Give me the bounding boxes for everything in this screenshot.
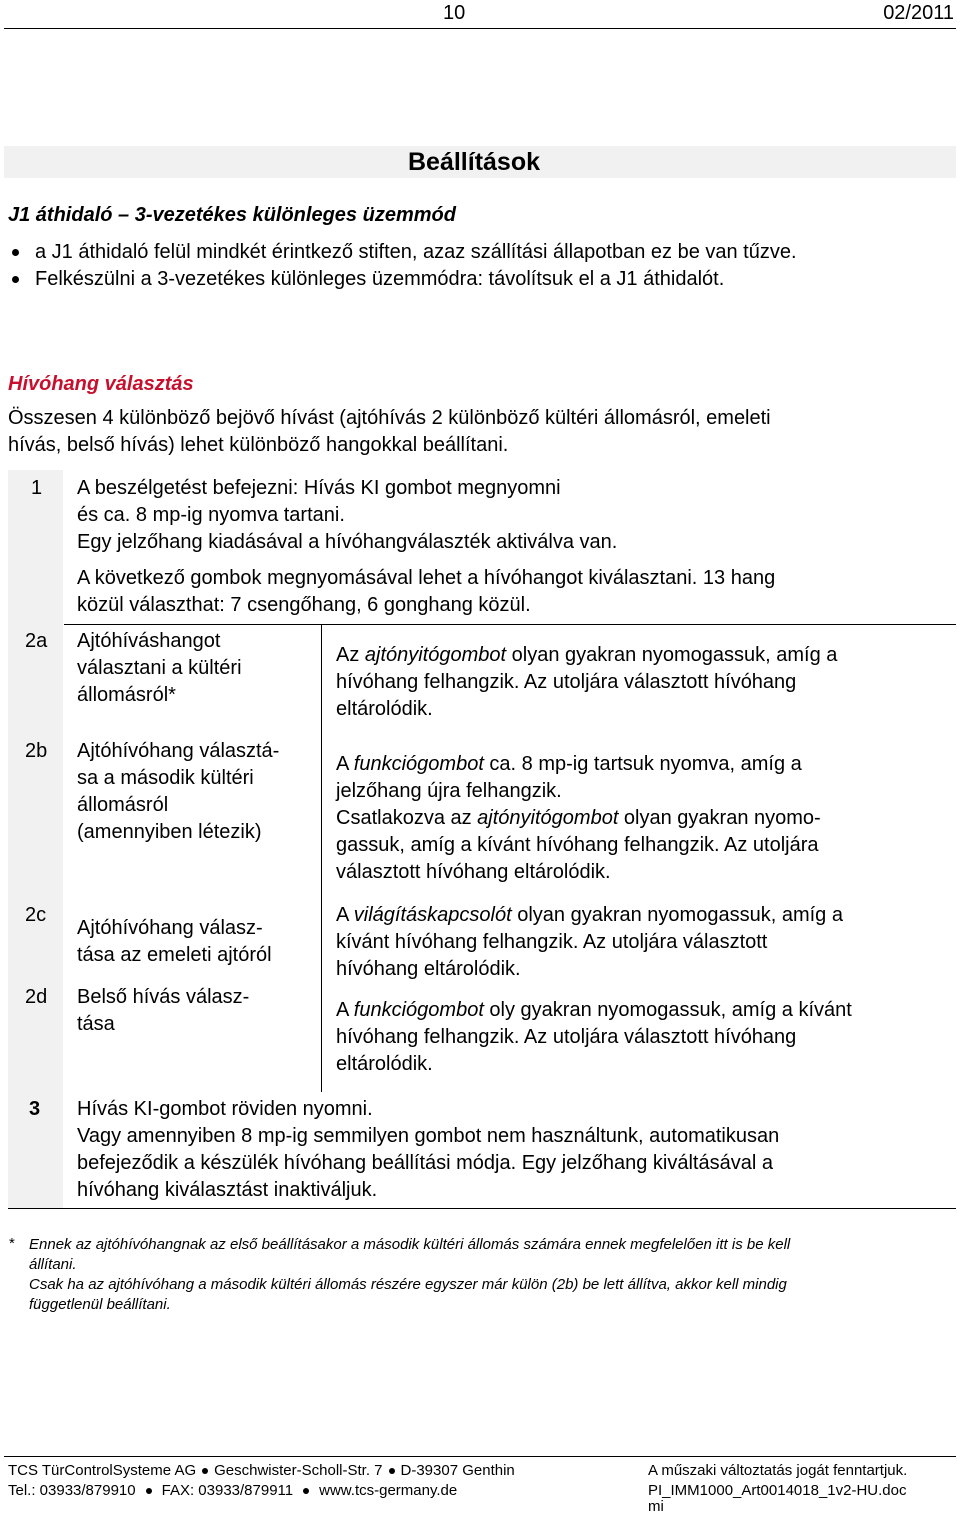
step-2d-right-1 [336,997,852,1024]
step-1-number: 1 [31,477,43,499]
step-2a-left-3: állomásról* [77,684,176,706]
dot-separator-icon [202,1468,208,1474]
dot-separator-icon [303,1488,309,1494]
step-2c-right-3: hívóhang eltárolódik. [336,958,521,980]
step-2a-left-2: választani a kültéri [77,657,242,679]
step-2b-number: 2b [25,740,48,762]
footer-address [8,1460,515,1481]
step-2a-left-1: Ajtóhíváshangot [77,630,221,652]
footer-web-link[interactable]: www.tcs-germany.de [319,1482,458,1499]
footer-doc-author: mi [648,1498,664,1515]
text: oly gyakran nyomogassuk, amíg a kívánt [483,999,852,1021]
step-1-line-2: és ca. 8 mp-ig nyomva tartani. [77,504,345,526]
footer-rights: A műszaki változtatás jogát fenntartjuk. [648,1462,908,1479]
step-2a-right-1 [336,642,837,669]
footer-city: D-39307 Genthin [400,1462,515,1479]
footer-tel: Tel.: 03933/879910 [8,1482,136,1499]
step-2a-right-2: hívóhang felhangzik. Az utoljára választott hívóhang [336,671,797,693]
step-2c-left-2: tása az emeleti ajtóról [77,944,272,966]
step-2b-right-1 [336,751,802,778]
step-2b-right-3 [336,805,821,832]
step-1-line-5: közül választhat: 7 csengőhang, 6 gonghang közül. [77,594,531,616]
step-2d-right-2: hívóhang felhangzik. Az utoljára választott hívóhang [336,1026,797,1048]
section-title: Beállítások [408,148,541,176]
footnote-line-2: állítani. [29,1256,77,1273]
text: ca. 8 mp-ig tartsuk nyomva, amíg a [483,753,802,775]
step-2c-right-1 [336,902,843,929]
header-rule [4,28,956,29]
step-1-line-4: A következő gombok megnyomásával lehet a hívóhangot kiválasztani. 13 hang [77,567,776,589]
footnote-line-4: függetlenül beállítani. [29,1296,171,1313]
function-button-term: funkciógombot [353,999,484,1021]
footer-contact [8,1480,457,1501]
step-2b-left-2: sa a második kültéri [77,767,254,789]
step-3-line-1: Hívás KI-gombot röviden nyomni. [77,1098,373,1120]
step-3-number: 3 [29,1098,41,1120]
step-2b-left-4: (amennyiben létezik) [77,821,262,843]
j1-bullet-2: Felkészülni a 3-vezetékes különleges üzemmódra: távolítsuk el a J1 áthidalót. [35,268,725,290]
light-switch-term: világításkapcsolót [353,904,512,926]
step-2b-right-2: jelzőhang újra felhangzik. [336,780,562,802]
step-2d-left-1: Belső hívás válasz- [77,986,250,1008]
hivo-intro-2: hívás, belső hívás) lehet különböző hangokkal beállítani. [8,434,509,456]
footer-company: TCS TürControlSysteme AG [8,1462,197,1479]
step-2b-left-3: állomásról [77,794,169,816]
step-1-line-1: A beszélgetést befejezni: Hívás KI gombot megnyomni [77,477,561,499]
step-2c-right-2: kívánt hívóhang felhangzik. Az utoljára választott [336,931,768,953]
bullet-icon [12,276,19,283]
hivo-intro-1: Összesen 4 különböző bejövő hívást (ajtóhívás 2 különböző kültéri állomásról, emeleti [8,407,771,429]
table-divider [321,624,322,1092]
steps-bottom-rule [8,1208,956,1209]
step-1-line-3: Egy jelzőhang kiadásával a hívóhangválaszték aktiválva van. [77,531,618,553]
step-2d-right-3: eltárolódik. [336,1053,433,1075]
step-3-line-3: befejeződik a készülék hívóhang beállítási módja. Egy jelzőhang kiváltásával a [77,1152,773,1174]
step-3-line-4: hívóhang kiválasztást inaktiváljuk. [77,1179,378,1201]
footer-rule [4,1456,956,1457]
function-button-term: funkciógombot [353,753,484,775]
text: olyan gyakran nyomogassuk, amíg a [506,644,838,666]
text: A [336,904,354,926]
footer-street: Geschwister-Scholl-Str. 7 [214,1462,383,1479]
j1-bullet-1: a J1 áthidaló felül mindkét érintkező stiften, azaz szállítási állapotban ez be van tűzve. [35,241,797,263]
text: A [336,753,354,775]
step-2c-left-1: Ajtóhívóhang válasz- [77,917,263,939]
dot-separator-icon [146,1488,152,1494]
text: A [336,999,354,1021]
table-top-rule [64,624,956,625]
footnote-line-1: Ennek az ajtóhívóhangnak az első beállításakor a második kültéri állomás számára ennek megfelelően itt is be kell [29,1236,791,1253]
step-2c-number: 2c [25,904,47,926]
page-number: 10 [443,2,466,24]
step-2d-left-2: tása [77,1013,115,1035]
footnote-star: * [9,1235,15,1252]
step-2b-right-4: gassuk, amíg a kívánt hívóhang felhangzik. Az utoljára [336,834,819,856]
dot-separator-icon [389,1468,395,1474]
text: Csatlakozva az [336,807,478,829]
footnote-line-3: Csak ha az ajtóhívóhang a második kültéri állomás részére egyszer már külön (2b) be lett állítva, akkor kell mindig [29,1276,787,1293]
page-date: 02/2011 [883,2,954,24]
door-opener-button-term: ajtónyitógombot [477,807,619,829]
hivo-heading: Hívóhang választás [8,373,194,395]
bullet-icon [12,249,19,256]
door-opener-button-term: ajtónyitógombot [364,644,507,666]
step-3-line-2: Vagy amennyiben 8 mp-ig semmilyen gombot nem használtunk, automatikusan [77,1125,780,1147]
j1-heading: J1 áthidaló – 3-vezetékes különleges üzemmód [8,204,456,226]
step-2d-number: 2d [25,986,48,1008]
step-2a-right-3: eltárolódik. [336,698,433,720]
step-2b-left-1: Ajtóhívóhang választá- [77,740,280,762]
text: olyan gyakran nyomo- [618,807,821,829]
text: Az [336,644,365,666]
text: olyan gyakran nyomogassuk, amíg a [511,904,843,926]
footer-fax: FAX: 03933/879911 [161,1482,294,1499]
step-2b-right-5: választott hívóhang eltárolódik. [336,861,611,883]
step-2a-number: 2a [25,630,48,652]
footer-doc-name: PI_IMM1000_Art0014018_1v2-HU.doc [648,1482,907,1499]
